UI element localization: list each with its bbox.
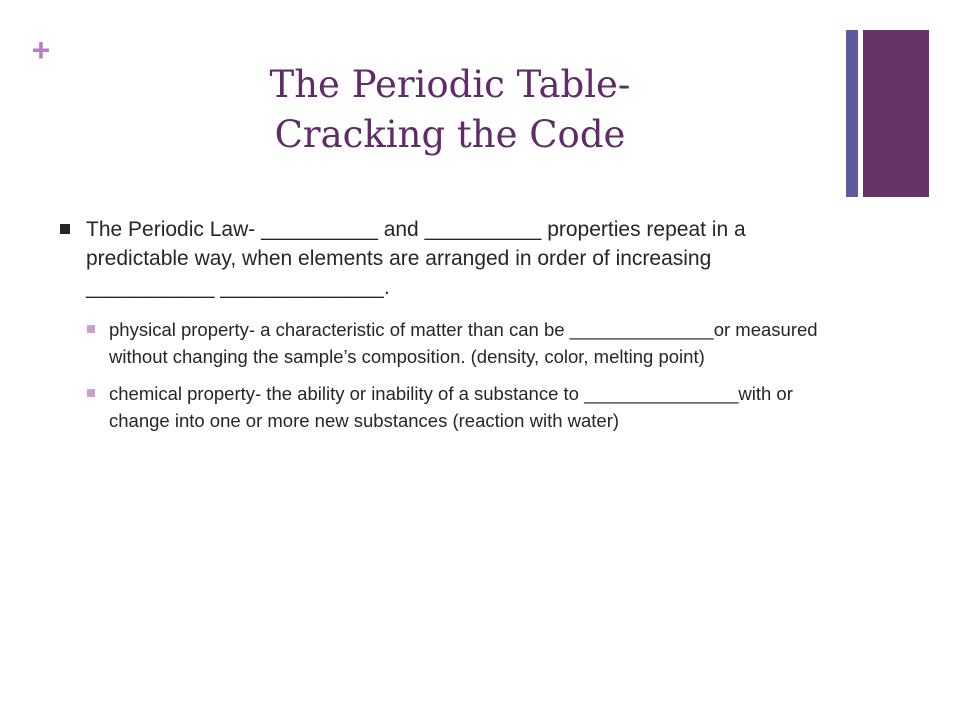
square-bullet-icon	[60, 224, 70, 234]
slide-title-line-1: The Periodic Table-	[269, 63, 631, 106]
sub-bullet-physical-property	[87, 316, 835, 370]
plus-decoration: +	[31, 32, 51, 68]
slide-title-line-2: Cracking the Code	[274, 113, 626, 156]
sub-bullet-text: chemical property- the ability or inability of a substance to _______________with or change into one or more new substances (reaction with water)	[109, 383, 793, 431]
square-bullet-icon	[87, 389, 95, 397]
slide-content	[60, 215, 835, 434]
square-bullet-icon	[87, 325, 95, 333]
accent-bar-thick	[863, 30, 929, 197]
bullet-periodic-law	[60, 215, 835, 302]
sub-bullet-text: physical property- a characteristic of matter than can be ______________or measured without changing the sample’s composition. (density, color, melting point)	[109, 319, 818, 367]
slide-title	[150, 60, 750, 160]
bullet-text: The Periodic Law- __________ and __________ properties repeat in a predictable way, when elements are arranged in order of increasing ___________ ______________.	[86, 218, 746, 299]
accent-bar-thin	[846, 30, 858, 197]
sub-bullet-chemical-property	[87, 380, 835, 434]
